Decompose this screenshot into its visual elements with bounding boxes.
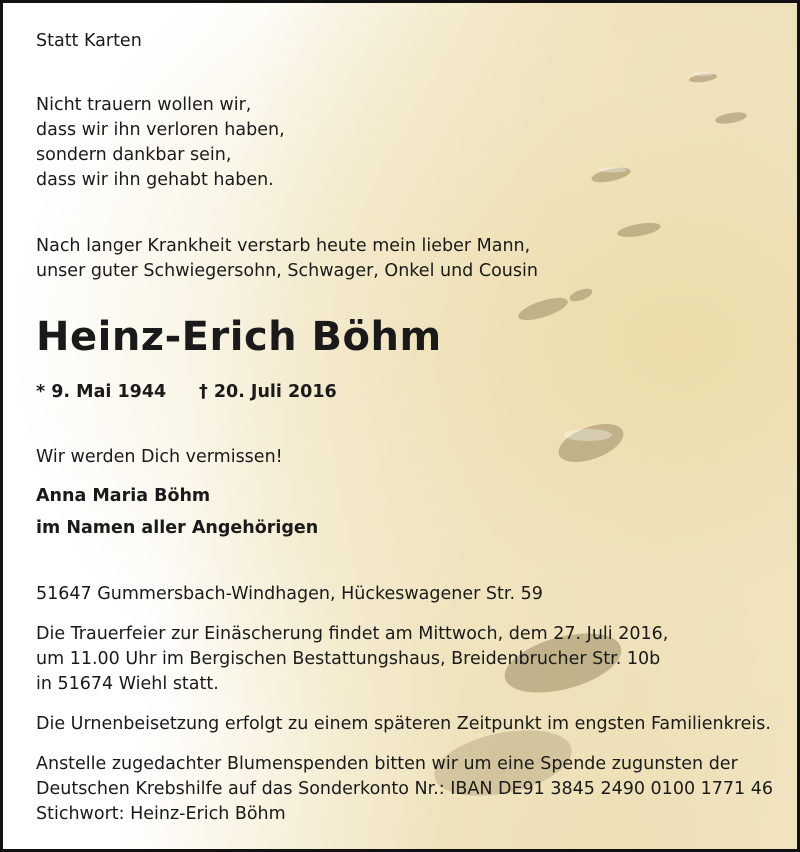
intro-line: Nach langer Krankheit verstarb heute mein lieber Mann,	[36, 236, 531, 256]
ceremony-line: um 11.00 Uhr im Bergischen Bestattungshaus, Breidenbrucher Str. 10b	[36, 649, 661, 669]
mourner-on-behalf: im Namen aller Angehörigen	[36, 518, 319, 538]
farewell-text: Wir werden Dich vermissen!	[36, 447, 283, 467]
poem-line: Nicht trauern wollen wir,	[36, 95, 252, 115]
ceremony-line: in 51674 Wiehl statt.	[36, 674, 219, 694]
donation-line: Deutschen Krebshilfe auf das Sonderkonto Nr.: IBAN DE91 3845 2490 0100 1771 46	[36, 779, 774, 799]
donation-line: Stichwort: Heinz-Erich Böhm	[36, 804, 286, 824]
intro-line: unser guter Schwiegersohn, Schwager, Onkel und Cousin	[36, 261, 538, 281]
urn-burial-text: Die Urnenbeisetzung erfolgt zu einem späteren Zeitpunkt im engsten Familienkreis.	[36, 714, 771, 734]
poem-line: dass wir ihn verloren haben,	[36, 120, 285, 140]
deceased-name: Heinz-Erich Böhm	[36, 314, 442, 360]
footprint	[554, 416, 629, 469]
footprint	[516, 293, 570, 324]
statt-karten-header: Statt Karten	[36, 31, 142, 51]
address: 51647 Gummersbach-Windhagen, Hückeswagener Str. 59	[36, 584, 543, 604]
poem-line: sondern dankbar sein,	[36, 145, 232, 165]
footprint	[568, 286, 594, 304]
footprint	[714, 110, 747, 125]
birth-date: * 9. Mai 1944	[36, 382, 167, 402]
footprint	[616, 220, 661, 239]
poem-line: dass wir ihn gehabt haben.	[36, 170, 274, 190]
death-date: † 20. Juli 2016	[199, 382, 337, 402]
mourner-name: Anna Maria Böhm	[36, 486, 211, 506]
ceremony-line: Die Trauerfeier zur Einäscherung findet am Mittwoch, dem 27. Juli 2016,	[36, 624, 669, 644]
donation-line: Anstelle zugedachter Blumenspenden bitten wir um eine Spende zugunsten der	[36, 754, 738, 774]
